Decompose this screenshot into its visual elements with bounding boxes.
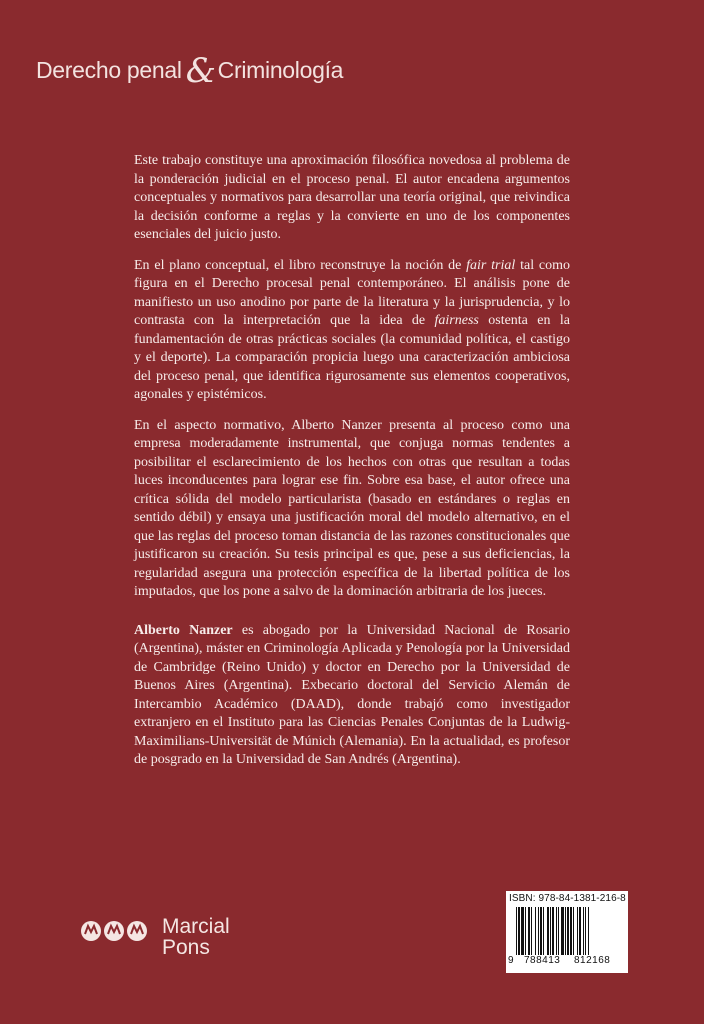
paragraph-2-part-a: En el plano conceptual, el libro reconstruye la noción de bbox=[134, 257, 467, 273]
barcode-bar bbox=[558, 907, 559, 955]
barcode-bar bbox=[556, 907, 557, 955]
barcode-bar bbox=[585, 907, 586, 955]
author-name: Alberto Nanzer bbox=[134, 622, 233, 638]
barcode-bar bbox=[521, 907, 524, 955]
paragraph-3: En el aspecto normativo, Alberto Nanzer presenta al proceso como una empresa moderadamente instrumental, que conjuga normas tendentes a posibilitar el esclarecimiento de los hechos con otras que resultan a todas luces inconducentes para lograr ese fin. Sobre esa base, el autor ofrece una crítica sólida del modelo particularista (basado en estándares o reglas en sentido débil) y ensaya una justificación moral del modelo alternativo, en el que las reglas del proceso toman distancia de las razones constitucionales que justificaron su creación. Su tesis principal es que, pese a sus deficiencias, la regularidad asegura una protección específica de la libertad política de los imputados, que los pone a salvo de la dominación arbitraria de los jueces. bbox=[134, 417, 570, 599]
paragraph-2-italic-fair-trial: fair trial bbox=[466, 257, 516, 273]
isbn-label: ISBN: 978-84-1381-216-8 bbox=[509, 893, 626, 904]
barcode-bar bbox=[567, 907, 569, 955]
publisher-emblem-icon bbox=[80, 912, 154, 946]
barcode-bar bbox=[573, 907, 574, 955]
author-bio-text: es abogado por la Universidad Nacional de Rosario (Argentina), máster en Criminología Aplicada y Penología por la Universidad de Cambridge (Reino Unido) y doctor en Derecho por la Universidad de Buenos Aires (Argentina). Exbecario doctoral del Servicio Alemán de Intercambio Académico (DAAD), donde trabajó como investigador extranjero en el Instituto para las Ciencias Penales Conjuntas de la Ludwig-Maximilians-Universität de Múnich (Alemania). En la actualidad, es profesor de posgrado en la Universidad de San Andrés (Argentina). bbox=[134, 622, 570, 767]
publisher-name-line2: Pons bbox=[162, 936, 210, 959]
barcode-bar bbox=[579, 907, 581, 955]
barcode-bar bbox=[543, 907, 544, 955]
paragraph-2-part-b: tal como figura en el Derecho procesal penal contemporáneo. El análisis pone de manifiesto un uso anodino por parte de la literatura y la jurisprudencia, y lo contrasta con la interpretación que la idea de bbox=[134, 257, 570, 328]
publisher-logo bbox=[80, 912, 230, 958]
barcode-bar bbox=[547, 907, 549, 955]
barcode-bar bbox=[570, 907, 572, 955]
barcode-right-digits: 812168 bbox=[574, 955, 611, 966]
barcode-bar bbox=[535, 907, 536, 955]
publisher-name-line1: Marcial bbox=[162, 915, 230, 938]
barcode-bar bbox=[525, 907, 526, 955]
barcode-bars bbox=[516, 907, 620, 957]
barcode-bar bbox=[538, 907, 539, 955]
paragraph-1: Este trabajo constituye una aproximación filosófica novedosa al problema de la ponderación judicial en el proceso penal. El autor encadena argumentos conceptuales y normativos para desarrollar una teoría original, que reivindica la decisión conforme a reglas y la convierte en uno de los componentes esenciales del juicio justo. bbox=[134, 153, 570, 242]
barcode-bar bbox=[540, 907, 542, 955]
barcode-first-digit: 9 bbox=[508, 955, 515, 966]
back-cover-text bbox=[134, 152, 570, 782]
barcode-bar bbox=[583, 907, 584, 955]
barcode-left-digits: 788413 bbox=[524, 955, 561, 966]
barcode-bar bbox=[531, 907, 532, 955]
series-title bbox=[36, 47, 344, 91]
paragraph-2-italic-fairness: fairness bbox=[434, 313, 479, 328]
series-title-part1: Derecho penal bbox=[36, 57, 182, 83]
paragraph-2-part-c: ostenta en la fundamentación de otras prácticas sociales (la comunidad política, el castigo y el deporte). La comparación propicia luego una caracterización ambiciosa del proceso penal, que identifica rigurosamente sus elementos cooperativos, agonales y epistémicos. bbox=[134, 313, 570, 402]
isbn-barcode bbox=[506, 891, 628, 973]
barcode-bar bbox=[550, 907, 551, 955]
barcode-bar bbox=[516, 907, 517, 955]
series-ampersand: & bbox=[185, 51, 216, 91]
paragraph-2 bbox=[134, 257, 570, 405]
barcode-bar bbox=[561, 907, 564, 955]
barcode-bar bbox=[552, 907, 554, 955]
barcode-bar bbox=[565, 907, 566, 955]
barcode-bar bbox=[528, 907, 530, 955]
barcode-bar bbox=[588, 907, 589, 955]
author-bio bbox=[134, 622, 570, 770]
barcode-bar bbox=[518, 907, 520, 955]
publisher-name bbox=[162, 916, 230, 958]
barcode-bar bbox=[577, 907, 578, 955]
series-title-part2: Criminología bbox=[217, 57, 344, 83]
